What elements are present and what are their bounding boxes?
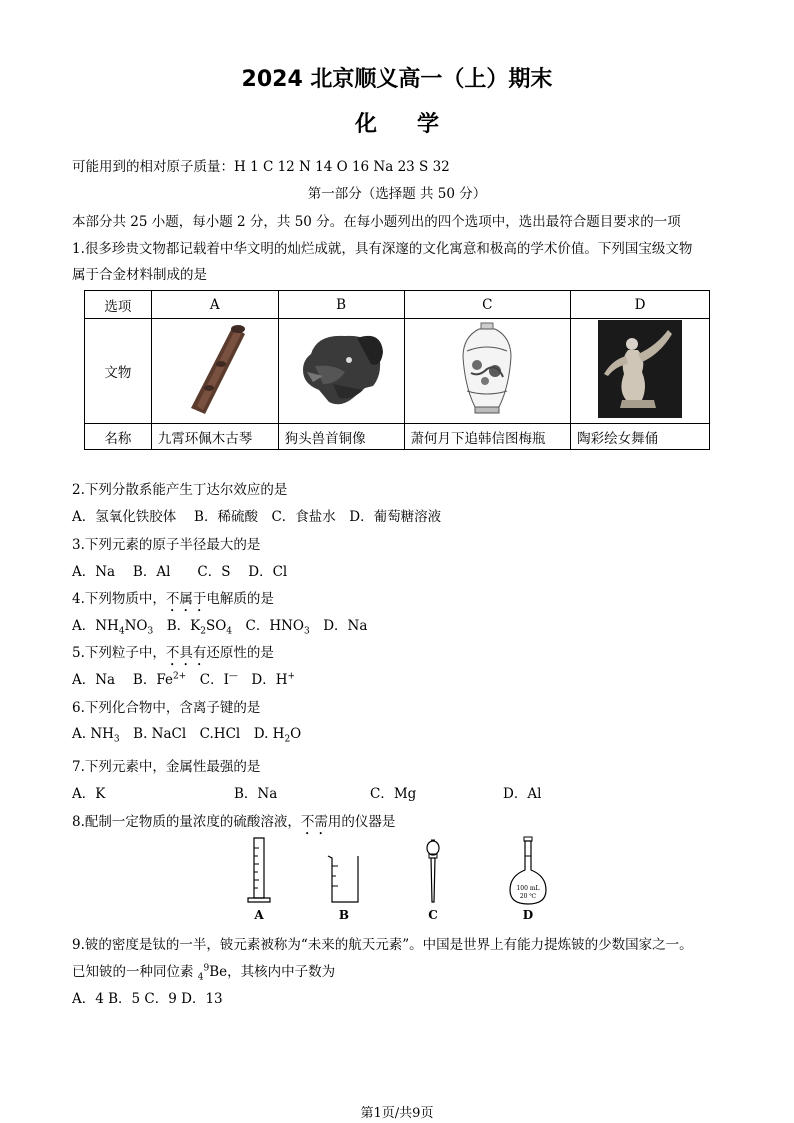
guqin-image bbox=[175, 320, 255, 418]
relic-a-image bbox=[151, 319, 278, 424]
q1-stem-line1: 1.很多珍贵文物都记载着中华文明的灿烂成就，具有深邃的文化寓意和极高的学术价值。下列国宝级文物 bbox=[72, 241, 693, 257]
q9-options: A．4 B．5 C．9 D．13 bbox=[72, 991, 223, 1007]
relic-d-image bbox=[571, 319, 710, 424]
q3-options: A．Na B．Al C．S D．Cl bbox=[72, 564, 288, 580]
q1-relic-table bbox=[84, 290, 710, 450]
plum-vase-image bbox=[457, 321, 517, 417]
flask-temperature-label: 20 ℃ bbox=[519, 893, 537, 900]
dancing-figurine-image bbox=[598, 320, 682, 418]
page-footer: 第1页/共9页 bbox=[360, 1106, 434, 1121]
apparatus-b bbox=[324, 836, 364, 922]
relic-b-image bbox=[278, 319, 404, 424]
apparatus-a bbox=[244, 836, 274, 922]
q7-option-d: D．Al bbox=[503, 786, 542, 802]
row-label-name: 名称 bbox=[85, 424, 152, 450]
column-d-header: D bbox=[571, 291, 710, 319]
relic-c-name: 萧何月下追韩信图梅瓶 bbox=[404, 424, 571, 450]
column-b-header: B bbox=[278, 291, 404, 319]
row-label-relic: 文物 bbox=[85, 319, 152, 424]
q6-options: A. $NH_3$ B. NaCl C.HCl D. $H_2O$ bbox=[72, 726, 302, 745]
flask-volume-label: 100 mL bbox=[516, 885, 540, 892]
page-title: 2024 北京顺义高一（上）期末 bbox=[241, 67, 553, 92]
q9-stem-line2: 已知铍的一种同位素 $_4^9$Be，其核内中子数为 bbox=[72, 963, 336, 983]
q4-stem: 4.下列物质中，不属于电解质的是 bbox=[72, 591, 274, 607]
part1-heading: 第一部分（选择题 共 50 分） bbox=[307, 186, 487, 202]
relic-d-name: 陶彩绘女舞俑 bbox=[571, 424, 710, 450]
q6-stem: 6.下列化合物中，含离子键的是 bbox=[72, 700, 261, 716]
q7-option-b: B．Na bbox=[234, 786, 278, 802]
atomic-masses: 可能用到的相对原子质量：H 1 C 12 N 14 O 16 Na 23 S 32 bbox=[72, 159, 450, 175]
volumetric-flask-icon bbox=[508, 836, 548, 908]
q7-option-c: C．Mg bbox=[370, 786, 417, 802]
apparatus-c bbox=[418, 836, 448, 922]
q3-stem: 3.下列元素的原子半径最大的是 bbox=[72, 537, 261, 553]
part1-instructions: 本部分共 25 小题，每小题 2 分，共 50 分。在每小题列出的四个选项中，选出最符合题目要求的一项 bbox=[72, 214, 681, 230]
apparatus-d bbox=[508, 836, 548, 922]
apparatus-c-label: C bbox=[428, 908, 438, 922]
q7-option-a: A．K bbox=[72, 786, 106, 802]
q9-stem-line1: 9.铍的密度是钛的一半，铍元素被称为“未来的航天元素”。中国是世界上有能力提炼铍的少数国家之一。 bbox=[72, 937, 693, 953]
graduated-cylinder-icon bbox=[244, 836, 274, 908]
beaker-icon bbox=[324, 836, 364, 908]
q2-options: A．氢氧化铁胶体 B．稀硫酸 C．食盐水 D．葡萄糖溶液 bbox=[72, 509, 442, 525]
column-c-header: C bbox=[404, 291, 571, 319]
dropper-icon bbox=[418, 836, 448, 908]
q5-options: A．Na B．$Fe^{2+}$ C．I— D．H+ bbox=[72, 671, 296, 688]
q1-stem-line2: 属于合金材料制成的是 bbox=[72, 267, 207, 283]
relic-c-image bbox=[404, 319, 571, 424]
relic-a-name: 九霄环佩木古琴 bbox=[151, 424, 278, 450]
relic-b-name: 狗头兽首铜像 bbox=[278, 424, 404, 450]
bronze-dog-head-image bbox=[293, 324, 389, 414]
apparatus-b-label: B bbox=[338, 908, 350, 922]
q8-stem: 8.配制一定物质的量浓度的硫酸溶液，不需用的仪器是 bbox=[72, 814, 396, 830]
apparatus-d-label: D bbox=[522, 908, 534, 922]
q5-stem: 5.下列粒子中，不具有还原性的是 bbox=[72, 645, 274, 661]
q2-stem: 2.下列分散系能产生丁达尔效应的是 bbox=[72, 482, 288, 498]
q7-stem: 7.下列元素中，金属性最强的是 bbox=[72, 759, 261, 775]
q8-apparatus-row bbox=[72, 836, 632, 926]
row-label-option: 选项 bbox=[85, 291, 152, 319]
column-a-header: A bbox=[151, 291, 278, 319]
apparatus-a-label: A bbox=[254, 908, 264, 922]
subject-title: 化学 bbox=[354, 112, 479, 137]
q4-options: A．$NH_4NO_3$ B．$K_2SO_4$ C．$HNO_3$ D．Na bbox=[72, 618, 368, 637]
